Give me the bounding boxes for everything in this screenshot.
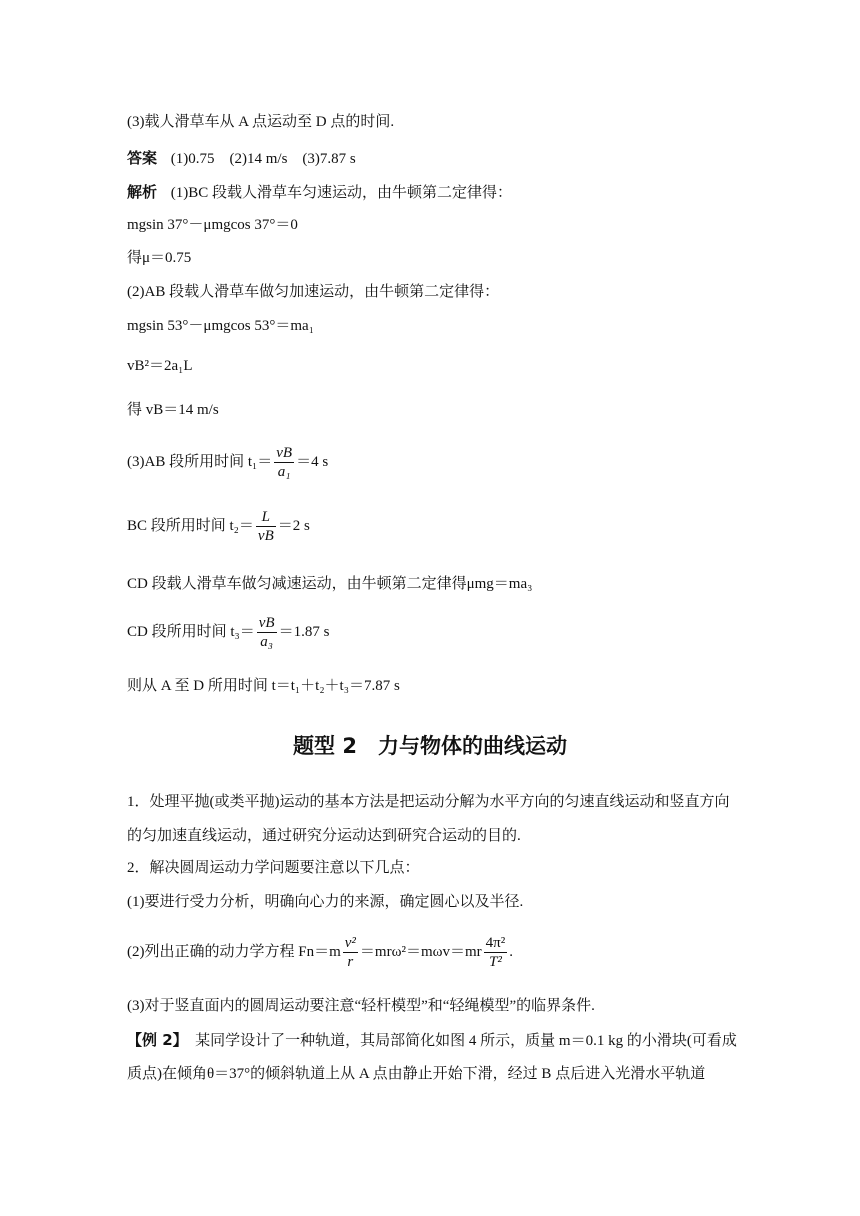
total-time: 则从 A 至 D 所用时间 t＝t₁＋t₂＋t₃＝7.87 s xyxy=(127,678,400,694)
answer-text: (1)0.75 (2)14 m/s (3)7.87 s xyxy=(170,151,356,167)
cd-deceleration: CD 段载人滑草车做匀减速运动，由牛顿第二定律得μmg＝ma₃ xyxy=(127,576,533,592)
t3-prefix: CD 段所用时间 t₃＝ xyxy=(127,623,255,640)
section-heading: 题型 2 力与物体的曲线运动 xyxy=(293,734,567,758)
analysis-label: 解析 xyxy=(127,183,158,201)
velocity-numerator: v² xyxy=(344,935,356,951)
example-label: 【例 2】 xyxy=(127,1031,181,1049)
t2-line xyxy=(127,508,310,545)
dynamics-middle: ＝mrω²＝mωv＝mr xyxy=(359,943,482,960)
dynamics-suffix: . xyxy=(509,943,513,960)
t3-numerator: vB xyxy=(258,615,275,631)
period-denominator: T² xyxy=(489,954,502,970)
equation-1: mgsin 37°－μmgcos 37°＝0 xyxy=(127,217,298,233)
t1-numerator: vB xyxy=(276,445,293,461)
velocity-fraction xyxy=(343,934,358,971)
example-line-2: 质点)在倾角θ＝37°的倾斜轨道上从 A 点由静止开始下滑，经过 B 点后进入光滑水平轨道 xyxy=(127,1066,706,1082)
mu-result: 得μ＝0.75 xyxy=(127,250,192,266)
part-2-intro: (2)AB 段载人滑草车做匀加速运动，由牛顿第二定律得： xyxy=(127,284,500,300)
t1-line xyxy=(127,444,328,481)
t2-suffix: ＝2 s xyxy=(277,517,310,534)
t3-line xyxy=(127,614,329,651)
point-2: 2．解决圆周运动力学问题要注意以下几点： xyxy=(127,860,420,876)
t3-fraction xyxy=(257,614,277,651)
equation-2: mgsin 53°－μmgcos 53°＝ma₁ xyxy=(127,318,314,334)
t2-fraction xyxy=(256,508,276,545)
t1-prefix: (3)AB 段所用时间 t₁＝ xyxy=(127,453,273,470)
t2-prefix: BC 段所用时间 t₂＝ xyxy=(127,517,254,534)
t3-suffix: ＝1.87 s xyxy=(278,623,330,640)
point-1-line-1: 1．处理平抛(或类平抛)运动的基本方法是把运动分解为水平方向的匀速直线运动和竖直方向 xyxy=(127,794,730,810)
t1-fraction xyxy=(274,444,294,481)
t3-denominator: a₃ xyxy=(260,634,274,650)
period-numerator: 4π² xyxy=(485,935,506,951)
question-3: (3)载人滑草车从 A 点运动至 D 点的时间. xyxy=(127,114,395,130)
velocity-denominator: r xyxy=(347,954,354,970)
analysis-text: (1)BC 段载人滑草车匀速运动，由牛顿第二定律得： xyxy=(170,185,513,201)
point-1-line-2: 的匀加速直线运动，通过研究分运动达到研究合运动的目的. xyxy=(127,828,521,844)
example-line-1 xyxy=(127,1030,737,1051)
point-2-item-3: (3)对于竖直面内的圆周运动要注意“轻杆模型”和“轻绳模型”的临界条件. xyxy=(127,998,595,1014)
analysis-line xyxy=(127,182,512,203)
equation-3: vB²＝2a₁L xyxy=(127,358,193,374)
answer-line xyxy=(127,148,356,169)
t2-denominator: vB xyxy=(257,528,274,544)
point-2-item-2 xyxy=(127,934,513,971)
dynamics-prefix: (2)列出正确的动力学方程 Fn＝m xyxy=(127,943,341,960)
vb-result: 得 vB＝14 m/s xyxy=(127,402,219,418)
period-fraction xyxy=(484,934,508,971)
t2-numerator: L xyxy=(256,508,276,527)
answer-label: 答案 xyxy=(127,149,158,167)
example-text-1: 某同学设计了一种轨道，其局部简化如图 4 所示，质量 m＝0.1 kg 的小滑块(可看成 xyxy=(180,1033,737,1049)
t1-denominator: a₁ xyxy=(277,464,291,480)
t1-suffix: ＝4 s xyxy=(296,453,329,470)
point-2-item-1: (1)要进行受力分析，明确向心力的来源，确定圆心以及半径. xyxy=(127,894,524,910)
